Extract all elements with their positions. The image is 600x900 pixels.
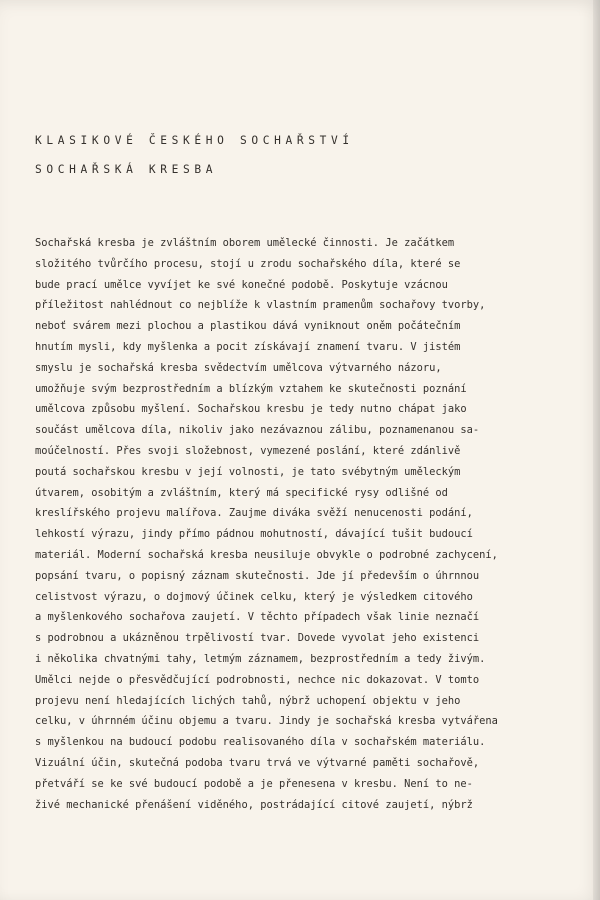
text-line-6: hnutím mysli, kdy myšlenka a pocit získávají znamení tvaru. V jistém [35, 340, 461, 353]
text-line-15: lehkostí výrazu, jindy přímo pádnou mohutností, dávající tušit budoucí [35, 528, 473, 541]
body-text [35, 233, 575, 815]
text-line-11: moúčelností. Přes svoji složebnost, vymezené poslání, které zdánlivě [35, 444, 461, 457]
text-line-26: Vizuální účin, skutečná podoba tvaru trvá ve výtvarné paměti sochařově, [35, 756, 480, 769]
text-line-24: celku, v úhrnném účinu objemu a tvaru. Jindy je sochařská kresba vytvářena [35, 715, 498, 728]
text-line-9: umělcova způsobu myšlení. Sochařskou kresbu je tedy nutno chápat jako [35, 403, 467, 416]
text-line-4: příležitost nahlédnout co nejblíže k vlastním pramenům sochařovy tvorby, [35, 299, 486, 312]
document-title: KLASIKOVÉ ČESKÉHO SOCHAŘSTVÍ [35, 134, 354, 147]
text-line-28: živé mechanické přenášení viděného, postrádající citové zaujetí, nýbrž [35, 798, 473, 811]
text-line-17: popsání tvaru, o popisný záznam skutečnosti. Jde jí především o úhrnnou [35, 569, 480, 582]
text-line-1: Sochařská kresba je zvláštním oborem umělecké činnosti. Je začátkem [35, 237, 455, 249]
text-line-14: kreslířského projevu malířova. Zaujme diváka svěží nenucenosti podání, [35, 507, 473, 520]
text-line-2: složitého tvůrčího procesu, stojí u zrodu sochařského díla, které se [35, 257, 461, 270]
text-line-5: neboť svárem mezi plochou a plastikou dává vyniknout oněm počátečním [35, 320, 461, 333]
text-line-7: smyslu je sochařská kresba svědectvím umělcova výtvarného názoru, [35, 361, 442, 374]
text-line-19: a myšlenkového sochařova zaujetí. V těchto případech však linie neznačí [35, 611, 480, 624]
text-line-22: Umělci nejde o přesvědčující podrobnosti, nechce nic dokazovat. V tomto [35, 673, 480, 686]
text-line-16: materiál. Moderní sochařská kresba neusiluje obvykle o podrobné zachycení, [35, 548, 498, 561]
paper-edge-shadow [593, 0, 600, 900]
text-line-12: poutá sochařskou kresbu v její volnosti, je tato svébytným uměleckým [35, 465, 461, 478]
text-line-21: i několika chvatnými tahy, letmým záznamem, bezprostředním a tedy živým. [35, 652, 486, 665]
text-line-8: umožňuje svým bezprostředním a blízkým vztahem ke skutečnosti poznání [35, 382, 467, 395]
text-line-13: útvarem, osobitým a zvláštním, který má specifické rysy odlišné od [35, 486, 448, 499]
text-line-18: celistvost výrazu, o dojmový účinek celku, který je výsledkem citového [35, 590, 473, 603]
text-line-27: přetváří se ke své budoucí podobě a je přenesena v kresbu. Není to ne- [35, 777, 473, 790]
document-subtitle: SOCHAŘSKÁ KRESBA [35, 163, 218, 176]
text-line-3: bude prací umělce vyvíjet ke své konečné podobě. Poskytuje vzácnou [35, 278, 448, 291]
text-line-25: s myšlenkou na budoucí podobu realisovaného díla v sochařském materiálu. [35, 736, 486, 749]
text-line-20: s podrobnou a ukázněnou trpělivostí tvar. Dovede vyvolat jeho existenci [35, 632, 480, 645]
text-line-10: součást umělcova díla, nikoliv jako nezávaznou zálibu, poznamenanou sa- [35, 424, 480, 437]
text-line-23: projevu není hledajících lichých tahů, nýbrž uchopení objektu v jeho [35, 694, 461, 707]
